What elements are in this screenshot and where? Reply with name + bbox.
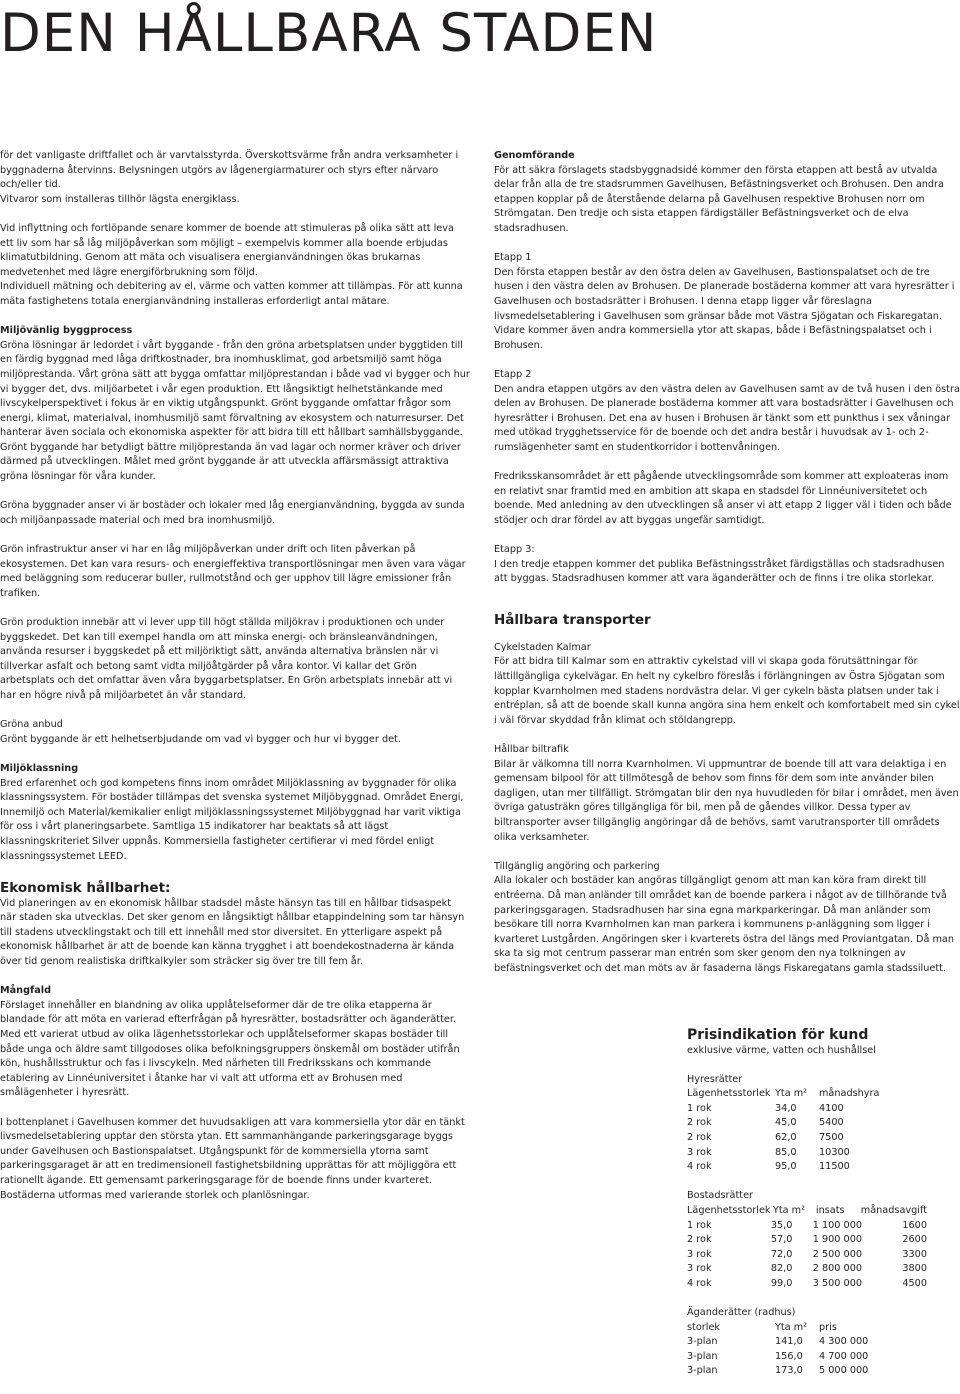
column-header: Yta m² <box>775 1321 808 1333</box>
table-cell: 82,0 <box>770 1263 793 1275</box>
table-cell: 3800 <box>902 1263 927 1275</box>
paragraph: I bottenplanet i Gavelhusen kommer det huvudsakligen att vara kommersiella ytor där en tänkt livsmedelsetablering upptar den största ytan. Ett sammanhängande parkeringsgarage byggs under Gavelhusen och Bastionspalatset. Utgångspunkt för de kommersiella ytorna samt parkeringsgaraget är att en tredimensionell fastighetsbildning upprättas för att möjliggöra ett rationellt ägande. Ett gemensamt parkeringsgarage för de boende finns under kvarteret. Bostäderna utformas med varierande storlek och planlösningar. <box>0 1116 465 1201</box>
table-row <box>687 1219 927 1234</box>
table-cell: 2 rok <box>687 1234 712 1246</box>
table-cell: 1 rok <box>687 1219 712 1231</box>
section-anbud <box>0 718 470 747</box>
left-column <box>0 149 470 1218</box>
paragraph: Fredriksskansområdet är ett pågående utvecklingsområde som kommer att exploateras inom en relativt snar framtid med en ambition att skapa en stadsdel för Linnéuniversitetet och boende. Med anledning av den utvecklingen så anser vi att etapp 2 ligger väl i tiden och både stödjer och drar fördel av att byggas ungefär samtidigt. <box>494 471 952 526</box>
section-heading: Miljövänlig byggprocess <box>0 325 133 337</box>
section-mangfald <box>0 984 470 1101</box>
table-aganderatter <box>687 1306 927 1379</box>
table-header-row <box>687 1087 927 1102</box>
table-cell: 4500 <box>902 1277 927 1289</box>
section-genomforande <box>494 149 960 237</box>
section-text: Den första etappen består av den östra delen av Gavelhusen, Bastionspalatset och de tre husen i den västra delen av Brohusen. De planerade bostäderna kommer att vara hyresrätter i Gavelhusen och bostadsrätter i Brohusen. I denna etapp ligger vår föreslagna livsmedelsetablering i Gavelhusen som gränsar både mot Västra Sjögatan och Fiskaregatan. Vidare kommer även andra kommersiella ytor att skapas, både i Befästningspalatset och i Brohusen. <box>494 266 955 351</box>
table-cell: 1 100 000 <box>812 1219 863 1231</box>
table-row <box>687 1277 927 1292</box>
column-header: Yta m² <box>772 1204 805 1216</box>
section-text: Alla lokaler och bostäder kan angöras tillgängligt genom att man kan köra fram direkt till entréerna. Då man anländer till området kan de boende parkera i något av de tillhörande två parkeringsgaragen. Stadsradhusen har sina egna markparkeringar. Då man anländer som besökare till norra Kvarnholmen kan man parkera i kommunens p-anläggning som ligger i kvarteret Lustgården. Angöringen sker i kvarterets östra del längs med Proviantgatan. Då man ska ta sig mot centrum passerar man entrén som sker genom den nya tolkningen av befästningsverket och det man möts av är fasaderna längs Fiskaregatans gamla stadssiluett. <box>494 875 955 974</box>
table-cell: 5400 <box>819 1117 844 1129</box>
section-miljovanlig <box>0 324 470 485</box>
table-row <box>687 1102 927 1117</box>
table-heading: Bostadsrätter <box>687 1190 754 1202</box>
table-row <box>687 1233 927 1248</box>
column-header: Lägenhetsstorlek <box>687 1088 771 1100</box>
table-bostadsratter <box>687 1189 927 1291</box>
table-cell: 1600 <box>902 1219 927 1231</box>
section-etapp-2 <box>494 368 960 456</box>
table-row <box>687 1146 927 1161</box>
paragraph: Grön produktion innebär att vi lever upp till högt ställda miljökrav i produktionen och under byggskedet. Det kan till exempel handla om att minska energi- och bränsleanvändningen, använda resurser i byggskedet på ett miljöriktigt sätt, använda alternativa bränslen när vi tillverkar asfalt och betong samt vidta miljöåtgärder på våra kontor. Vi kallar det Grön arbetsplats och det omfattar även våra byggarbetsplatser. En Grön arbetsplats innebär att vi har en högre nivå på miljöarbetet än vår standard. <box>0 617 453 701</box>
table-heading: Äganderätter (radhus) <box>687 1307 796 1319</box>
table-row <box>687 1335 927 1350</box>
table-cell: 62,0 <box>775 1131 797 1143</box>
section-angoring <box>494 860 960 977</box>
section-heading: Genomförande <box>494 150 575 161</box>
table-cell: 3 rok <box>687 1248 712 1260</box>
table-cell: 10300 <box>819 1146 850 1158</box>
section-heading: Etapp 2 <box>494 368 532 380</box>
section-heading: Miljöklassning <box>0 762 79 774</box>
table-cell: 4 300 000 <box>819 1336 869 1348</box>
section-biltrafik <box>494 743 960 845</box>
price-title: Prisindikation för kund <box>687 1027 869 1043</box>
paragraph: Vid planeringen av en ekonomisk hållbar stadsdel måste hänsyn tas till en hållbar tidsaspekt när staden ska utvecklas. Det sker genom en långsiktigt hållbar etappindelning som tar hänsyn till stadens utvecklingstakt och till ett innehåll med stor diversitet. En ytterligare aspekt på ekonomisk hållbarhet är att de boende kan känna trygghet i att boendekostnaderna är kända över tid genom realistiska driftkalkyler som sträcker sig över tre till fem år. <box>0 897 465 968</box>
table-cell: 3-plan <box>687 1350 718 1362</box>
table-cell: 4100 <box>819 1102 844 1114</box>
table-cell: 85,0 <box>775 1146 797 1158</box>
paragraph: Individuell mätning och debitering av el, värme och vatten kommer att tillämpas. För att kunna mäta fastighetens totala energianvändning installeras erforderligt antal mätare. <box>0 281 463 307</box>
section-text: I den tredje etappen kommer det publika Befästningsstråket färdigställas och stadsradhusen att byggas. Stadsradhusen kommer att vara äganderätter och de finns i tre olika storlekar. <box>494 558 945 585</box>
column-header: månadsavgift <box>860 1204 927 1216</box>
table-cell: 156,0 <box>775 1350 803 1362</box>
table-cell: 5 000 000 <box>819 1365 869 1377</box>
paragraph: för det vanligaste driftfallet och är varvtalsstyrda. Överskottsvärme från andra verksamheter i byggnaderna återvinns. Belysningen utgörs av lågenergiarmaturer och styrs efter närvaro och/eller tid. <box>0 150 459 191</box>
table-cell: 3 rok <box>687 1263 712 1275</box>
section-cykel <box>494 641 960 729</box>
section-text: Bilar är välkomna till norra Kvarnholmen. Vi uppmuntrar de boende till att vara delaktiga i en gemensam bilpool för att tillmötesgå de behov som finns för dem som inte använder bilen dagligen, utan mer tillfälligt. Strömgatan blir den nya huvudleden för bilar i området, men även övriga gatusträkn göres tillgängliga för bil, men på de gåendes villkor. Dessa typer av biltransporter avser tillgänglig angöringar då de behövs, samt varutransporter till områdets olika verksamheter. <box>494 758 959 843</box>
section-heading-ekonomisk: Ekonomisk hållbarhet: <box>0 879 171 896</box>
section-text: Bred erfarenhet och god kompetens finns inom området Miljöklassning av byggnader för olika klassningssystem. För bostäder tillämpas det svenska systemet Miljöbyggnad. Området Energi, Innemiljö och Material/kemikalier enligt miljöklassningssystemet Miljöbyggnad har varit viktiga för oss i vårt planeringsarbete. Samtliga 15 indikatorer har beaktats så att lägst klassningskriteriet Silver uppnås. Kommersiella fastigheter certifierar vi med fördel enligt klassningssystemet LEED. <box>0 777 464 862</box>
price-indication <box>687 1026 927 1394</box>
section-text: Gröna lösningar är ledordet i vårt byggande - från den gröna arbetsplatsen under byggtiden till en färdig byggnad med låga driftkostnader, bra inomhusklimat, god arbetsmiljö samt höga miljöprestanda. Vårt gröna sätt att bygga omfattar miljöprestandan i både vad vi bygger och hur vi bygger det, dvs. miljöarbetet i vår egen produktion. Ett långsiktigt helhetstänkande med livscykelperspektivet i fokus är en viktig utgångspunkt. Grönt byggande omfattar frågor som energi, klimat, materialval, inomhusmiljö samt förvaltning av ekosystem och naturresurser. Det hanterar även sociala och ekonomiska aspekter för att bidra till ett hållbart samhällsbyggande. Grönt byggande har betydligt bättre miljöprestanda än vad lagar och normer kräver och driver därmed på utvecklingen. Målet med grönt byggande är att utveckla affärsmässigt attraktiva gröna lösningar för våra kunder. <box>0 339 470 483</box>
section-etapp-1 <box>494 251 960 353</box>
column-header: Yta m² <box>775 1088 808 1100</box>
table-cell: 57,0 <box>770 1234 793 1246</box>
table-cell: 2600 <box>902 1234 927 1246</box>
paragraph: Grön infrastruktur anser vi har en låg miljöpåverkan under drift och liten påverkan på ekosystemen. Det kan vara resurs- och energieffektiva transportlösningar men även vara vägar med beläggning som reducerar buller, rullmotstånd och ger upphov till lägre emissioner från trafiken. <box>0 544 466 599</box>
table-cell: 4 rok <box>687 1277 712 1289</box>
table-row <box>687 1248 927 1263</box>
table-header-row <box>687 1321 927 1336</box>
price-subtitle: exklusive värme, vatten och hushållsel <box>687 1045 876 1056</box>
table-cell: 3 rok <box>687 1146 712 1158</box>
right-column <box>494 149 960 991</box>
table-cell: 4 700 000 <box>819 1350 869 1362</box>
section-text: Grönt byggande är ett helhetserbjudande om vad vi bygger och hur vi bygger det. <box>0 733 401 745</box>
column-header: pris <box>819 1321 837 1333</box>
paragraph: Vitvaror som installeras tillhör lägsta energiklass. <box>0 193 240 205</box>
section-heading: Tillgänglig angöring och parkering <box>494 860 660 872</box>
page-title: DEN HÅLLBARA STADEN <box>0 3 658 64</box>
table-cell: 3-plan <box>687 1365 718 1377</box>
table-cell: 2 rok <box>687 1117 712 1129</box>
section-text: Den andra etappen utgörs av den västra delen av Gavelhusen samt av de två husen i den östra delen av Brohusen. De planerade bostäderna kommer att vara bostadsrätter i Gavelhusen och hyresrätter i Brohusen. Det ena av husen i Brohusen är tänkt som ett punkthus i sex våningar med utökad trygghetsservice för de boende och det andra består i huvudsak av 1- och 2-rumslägenheter samt en studentkorridor i bottenvåningen. <box>494 383 960 453</box>
table-row <box>687 1116 927 1131</box>
table-cell: 1 900 000 <box>812 1234 863 1246</box>
section-text: För att bidra till Kalmar som en attraktiv cykelstad vill vi skapa goda förutsättningar för lättillgängliga cykelvägar. En helt ny cykelbro föreslås i förlängningen av Östra Sjögatan som kopplar Kvarnholmen med stadens nordvästra delar. Vi ger cykeln bästa platsen under tak i entréplan, så att de boende skall kunna angöra sina hem enkelt och komfortabelt med sin cykel i väl förvar skyddad från klimat och stöldangrepp. <box>494 656 960 726</box>
column-header: storlek <box>687 1321 721 1333</box>
table-cell: 34,0 <box>775 1102 797 1114</box>
section-text: Förslaget innehåller en blandning av olika upplåtelseformer där de tre olika etapperna är blandade för att möta en varierad efterfrågan på hyresrätter, bostadsrätter och äganderätter. Med ett varierat utbud av olika lägenhetsstorlekar och upplåtelseformer skapas bostäder till både unga och äldre samt tillgodoses olika befolkningsgruppers önskemål om bostäder utifrån kön, hushållsstruktur och fas i livscykeln. Med närheten till Fredriksskans och kommande etablering av Linnéuniversitet i åtanke har vi valt att utforma ett av Brohusen med smålägenheter i hyresrätt. <box>0 999 460 1099</box>
section-heading: Gröna anbud <box>0 719 63 731</box>
section-heading-transporter: Hållbara transporter <box>494 611 651 628</box>
table-cell: 72,0 <box>770 1248 793 1260</box>
section-heading: Etapp 1 <box>494 252 532 264</box>
section-heading: Cykelstaden Kalmar <box>494 641 591 653</box>
table-cell: 7500 <box>819 1131 844 1143</box>
table-cell: 3 500 000 <box>812 1277 863 1289</box>
table-cell: 99,0 <box>770 1277 793 1289</box>
table-cell: 11500 <box>819 1161 850 1173</box>
table-cell: 35,0 <box>770 1219 793 1231</box>
column-header: insats <box>815 1204 845 1216</box>
column-header: Lägenhetsstorlek <box>687 1204 771 1216</box>
section-heading: Mångfald <box>0 985 52 997</box>
table-cell: 141,0 <box>775 1336 803 1348</box>
table-cell: 1 rok <box>687 1102 712 1114</box>
table-heading: Hyresrätter <box>687 1073 743 1085</box>
table-row <box>687 1131 927 1146</box>
table-row <box>687 1364 927 1379</box>
column-header: månadshyra <box>819 1088 880 1100</box>
table-cell: 2 500 000 <box>812 1248 863 1260</box>
table-row <box>687 1350 927 1365</box>
section-etapp-3 <box>494 543 960 587</box>
table-hyresratter <box>687 1073 927 1175</box>
section-text: För att säkra förslagets stadsbyggnadsidé kommer den första etappen att bestå av utvalda delar från alla de tre stadsrummen Gavelhusen, Befästningsverket och Brohusen. Den andra etappen kopplar på de återstående delarna på Gavelhusen respektive Brohusen norr om Strömgatan. Den tredje och sista etappen färdigställer Befästningsverket och de elva stadsradhusen. <box>494 164 944 234</box>
section-miljoklassning <box>0 762 470 864</box>
table-cell: 3300 <box>902 1248 927 1260</box>
table-cell: 4 rok <box>687 1161 712 1173</box>
table-cell: 173,0 <box>775 1365 803 1377</box>
table-cell: 2 800 000 <box>812 1263 863 1275</box>
table-cell: 95,0 <box>775 1161 797 1173</box>
section-heading: Etapp 3: <box>494 544 535 556</box>
table-cell: 2 rok <box>687 1131 712 1143</box>
paragraph: Gröna byggnader anser vi är bostäder och lokaler med låg energianvändning, byggda av sunda och miljöanpassade material och med bra inomhusmiljö. <box>0 500 465 526</box>
table-cell: 45,0 <box>775 1117 797 1129</box>
paragraph: Vid inflyttning och fortlöpande senare kommer de boende att stimuleras på olika sätt att leva ett liv som har så låg miljöpåverkan som möjligt – exempelvis kommer alla boende erbjudas klimatutbildning. Genom att mäta och visualisera energianvändningen ökas brukarnas medvetenhet med lägre energiförbrukning som följd. <box>0 222 454 278</box>
section-heading: Hållbar biltrafik <box>494 743 569 755</box>
table-row <box>687 1262 927 1277</box>
table-cell: 3-plan <box>687 1336 718 1348</box>
table-header-row <box>687 1204 927 1219</box>
table-row <box>687 1160 927 1175</box>
